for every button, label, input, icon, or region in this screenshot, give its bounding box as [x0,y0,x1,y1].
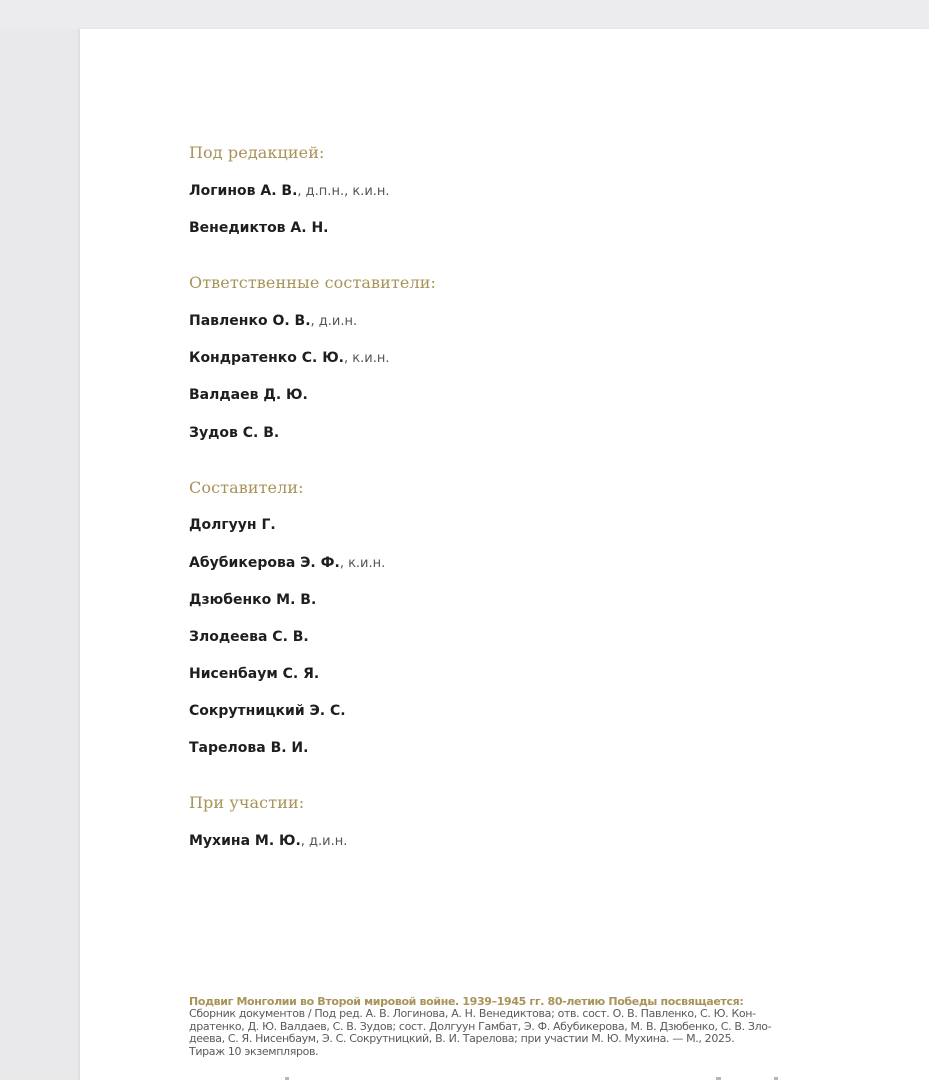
person-entry [189,313,357,329]
person-name: Мухина М. Ю. [189,833,301,849]
person-entry [189,592,316,608]
person-entry [189,183,390,199]
person-name: Венедиктов А. Н. [189,220,329,236]
person-entry [189,220,328,236]
person-degree: , к.и.н. [344,351,390,366]
viewer-top-bar [0,0,929,29]
person-entry [189,350,389,366]
bibliographic-record [189,996,783,1058]
person-degree: , д.и.н. [310,314,358,329]
person-entry [189,740,308,756]
person-name: Валдаев Д. Ю. [189,387,308,403]
bibliography-line: дратенко, Д. Ю. Валдаев, С. В. Зудов; сост. Долгуун Гамбат, Э. Ф. Абубикерова, М. В. Дзюбенко, С. В. Зло- [189,1019,772,1033]
person-entry [189,387,308,403]
document-page [80,29,929,1080]
section-heading-responsible: Ответственные составители: [189,273,436,292]
person-name: Злодеева С. В. [189,629,309,645]
person-entry [189,629,309,645]
person-entry [189,703,346,719]
person-entry [189,517,276,533]
person-name: Кондратенко С. Ю. [189,350,345,366]
section-heading-compilers: Составители: [189,478,304,497]
person-entry [189,425,279,441]
person-entry [189,555,385,571]
person-entry [189,833,347,849]
bibliography-line: Тираж 10 экземпляров. [189,1044,319,1058]
person-name: Дзюбенко М. В. [189,592,317,608]
section-heading-participation: При участии: [189,793,305,812]
bibliography-title: Подвиг Монголии во Второй мировой войне. 1939–1945 гг. 80-летию Победы посвящается: [189,995,744,1008]
person-degree: , д.и.н. [300,834,348,849]
person-name: Зудов С. В. [189,425,280,441]
person-entry [189,666,319,682]
person-name: Тарелова В. И. [189,740,309,756]
bibliography-line: Сборник документов / Под ред. А. В. Логинова, А. Н. Венедиктова; отв. сост. О. В. Павленко, С. Ю. Кон- [189,1007,756,1021]
section-heading-editors: Под редакцией: [189,143,325,162]
person-name: Логинов А. В. [189,183,298,199]
person-degree: , к.и.н. [339,556,386,571]
person-name: Долгуун Г. [189,517,276,533]
person-name: Сокрутницкий Э. С. [189,703,346,719]
person-name: Павленко О. В. [189,313,311,329]
person-degree: , д.п.н., к.и.н. [297,184,390,199]
person-name: Абубикерова Э. Ф. [189,555,340,571]
bibliography-line: деева, С. Я. Нисенбаум, Э. С. Сокрутницкий, В. И. Тарелова; при участии М. Ю. Мухина. — М., 2025. [189,1032,735,1046]
person-name: Нисенбаум С. Я. [189,666,320,682]
